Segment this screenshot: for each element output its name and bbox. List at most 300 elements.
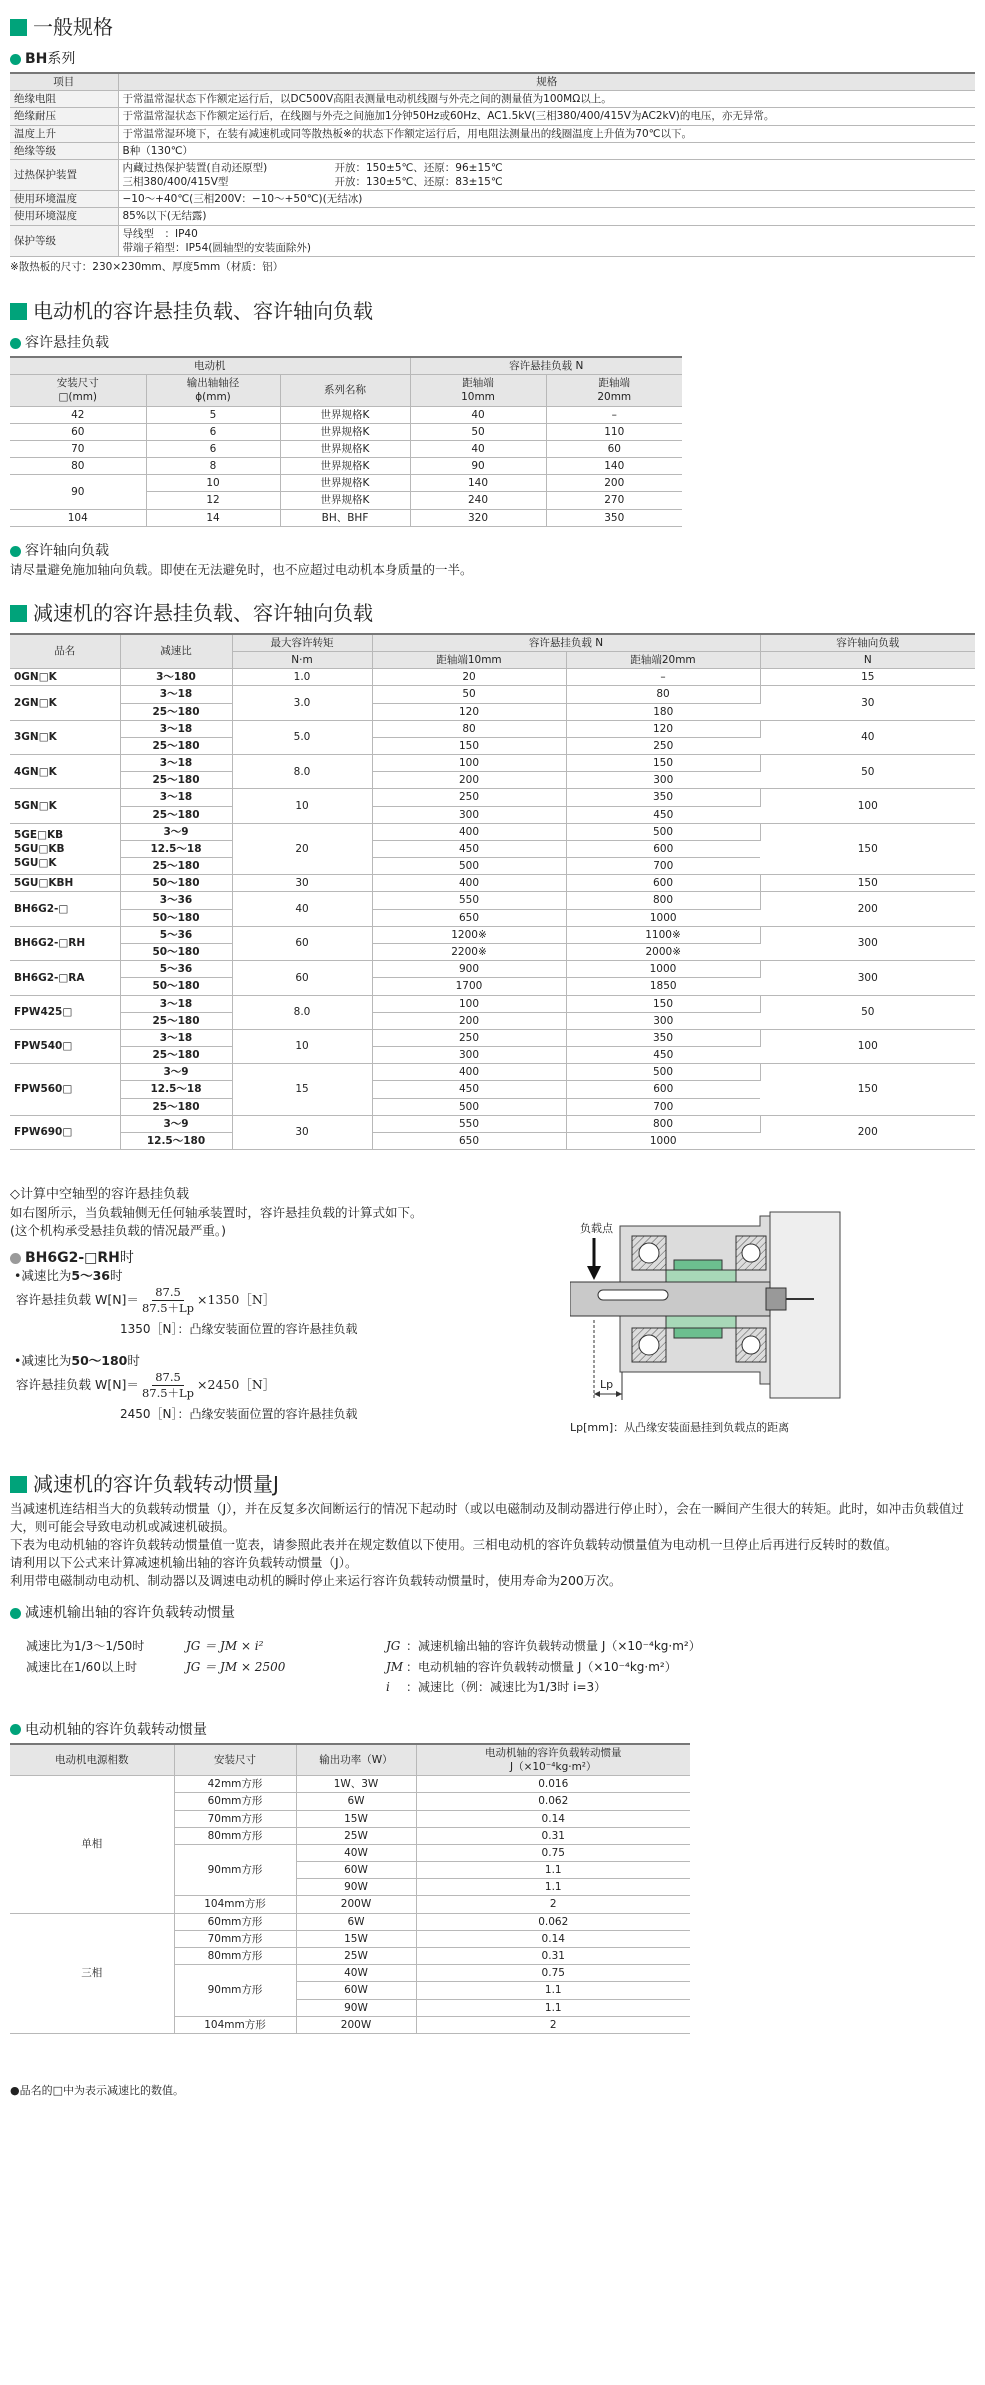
- motor-load-10: 240: [410, 492, 546, 509]
- case-1-heading: [14, 1268, 560, 1285]
- motor-series: 世界规格K: [280, 423, 410, 440]
- motor-size: 42: [10, 406, 146, 423]
- gear-load-20: 1000: [566, 909, 760, 926]
- inertia-j: 0.062: [416, 1793, 690, 1810]
- motor-shaft: 6: [146, 440, 280, 457]
- gear-load-row: [10, 669, 975, 686]
- gear-load-20: 450: [566, 806, 760, 823]
- gear-load-row: [10, 961, 975, 978]
- gear-load-10: 1700: [372, 978, 566, 995]
- gear-name: [10, 789, 120, 823]
- gear-axial: 150: [760, 823, 975, 875]
- hollow-section: [10, 1180, 975, 1436]
- spec-item: 保护等级: [10, 225, 118, 256]
- inertia-j: 1.1: [416, 1862, 690, 1879]
- series-heading: [10, 50, 975, 68]
- gear-axial: 200: [760, 1115, 975, 1149]
- formula-2-expr: JG ＝ JM × 2500: [186, 1659, 286, 1674]
- motor-load-row: [10, 475, 682, 492]
- gear-ratio: 3～18: [120, 720, 232, 737]
- gear-ratio: 25～180: [120, 1098, 232, 1115]
- spec-value: [118, 208, 975, 225]
- case-text: •减速比为: [14, 1267, 72, 1283]
- gear-load-10: 450: [372, 840, 566, 857]
- gear-load-20: 180: [566, 703, 760, 720]
- gear-name-line: BH6G2-□RH: [14, 937, 86, 950]
- formula-denominator: 87.5＋Lp: [141, 1386, 195, 1401]
- gear-load-20: 300: [566, 772, 760, 789]
- motor-series: 世界规格K: [280, 475, 410, 492]
- inertia-paragraph: 下表为电动机轴的容许负载转动惯量值一览表，请参照此表并在规定数值以下使用。三相电动机的容许负载转动惯量值为电动机一旦停止后再进行反转时的数值。: [10, 1537, 898, 1552]
- section-inertia-title: [10, 1470, 975, 1500]
- gear-name-line: 4GN□K: [14, 765, 57, 778]
- gear-load-table: [10, 633, 975, 1150]
- gear-col-overhung: 容许悬挂负载 N: [372, 634, 760, 652]
- gear-ratio: 25～180: [120, 858, 232, 875]
- spec-value: [118, 108, 975, 125]
- motor-load-10: 140: [410, 475, 546, 492]
- gear-name-line: 3GN□K: [14, 731, 57, 744]
- motor-load-table: [10, 356, 682, 527]
- gear-ratio: 25～180: [120, 737, 232, 754]
- series-suffix: 系列: [47, 50, 76, 67]
- gear-load-row: [10, 755, 975, 772]
- gear-ratio: 3～9: [120, 1064, 232, 1081]
- gear-load-row: [10, 1115, 975, 1132]
- section-square-icon: [10, 19, 27, 36]
- gear-ratio: 12.5～180: [120, 1132, 232, 1149]
- gear-name-line: 5GU□K: [14, 857, 57, 870]
- col-label: 电动机轴的容许负载转动惯量: [485, 1746, 622, 1759]
- gear-ratio: 3～18: [120, 755, 232, 772]
- inertia-col-phase: 电动机电源相数: [10, 1744, 174, 1776]
- gear-load-20: 350: [566, 1029, 760, 1046]
- gear-ratio: 50～180: [120, 909, 232, 926]
- spec-item: 过热保护装置: [10, 159, 118, 190]
- gear-load-10: 120: [372, 703, 566, 720]
- gear-load-row: [10, 686, 975, 703]
- gear-ratio: 50～180: [120, 875, 232, 892]
- gear-load-20: 120: [566, 720, 760, 737]
- gear-load-20: 350: [566, 789, 760, 806]
- gear-load-20: 500: [566, 823, 760, 840]
- formula-multiplier: ×1350［N］: [197, 1292, 276, 1308]
- spec-line: 导线型 ：IP40: [122, 227, 198, 240]
- gear-load-10: 50: [372, 686, 566, 703]
- spec-line: 带端子箱型：IP54(圆轴型的安装面除外): [122, 241, 311, 254]
- spec-row: [10, 142, 975, 159]
- gear-load-10: 200: [372, 1012, 566, 1029]
- motor-load-row: [10, 406, 682, 423]
- col-unit: 20mm: [597, 391, 632, 404]
- gear-name-line: FPW425□: [14, 1006, 73, 1019]
- inertia-col-size: 安装尺寸: [174, 1744, 296, 1776]
- motor-size: 80: [10, 458, 146, 475]
- gear-torque: 10: [232, 1029, 372, 1063]
- gear-load-10: 400: [372, 1064, 566, 1081]
- case-suffix: 时: [127, 1352, 140, 1368]
- gear-load-10: 400: [372, 875, 566, 892]
- gear-ratio: 3～9: [120, 1115, 232, 1132]
- gear-load-10: 200: [372, 772, 566, 789]
- section-gear-load-title: [10, 599, 975, 629]
- series-label: BH: [25, 50, 48, 67]
- motor-load-10: 50: [410, 423, 546, 440]
- gear-load-10: 450: [372, 1081, 566, 1098]
- inertia-j: 2: [416, 2016, 690, 2033]
- section-square-icon: [10, 1476, 27, 1493]
- gear-ratio: 3～18: [120, 1029, 232, 1046]
- col-unit: □(mm): [58, 391, 98, 404]
- inertia-size: 80mm方形: [174, 1827, 296, 1844]
- spec-row: [10, 208, 975, 225]
- gear-load-row: [10, 926, 975, 943]
- legend-1-text: ：减速机输出轴的容许负载转动惯量 J（×10⁻⁴kg·m²）: [406, 1639, 701, 1654]
- section-title-text: 减速机的容许悬挂负载、容许轴向负载: [33, 601, 373, 626]
- gear-name-line: FPW560□: [14, 1083, 73, 1096]
- section-square-icon: [10, 303, 27, 320]
- heading-text: 减速机输出轴的容许负载转动惯量: [25, 1604, 235, 1621]
- section-square-icon: [10, 605, 27, 622]
- gear-load-row: [10, 720, 975, 737]
- formula-1: [16, 1285, 560, 1317]
- inertia-power: 25W: [296, 1827, 416, 1844]
- motor-size: 90: [10, 475, 146, 509]
- bullet-dot-icon: [10, 546, 21, 557]
- gear-torque: 20: [232, 823, 372, 875]
- footer-note: ●品名的□中为表示减速比的数值。: [10, 2083, 184, 2097]
- gear-load-20: 1100※: [566, 926, 760, 943]
- motor-col-shaft: [146, 375, 280, 406]
- inertia-power: 200W: [296, 2016, 416, 2033]
- hollow-model-heading: [10, 1250, 560, 1268]
- formula-1-explain: 1350［N］：凸缘安装面位置的容许悬挂负载: [120, 1321, 358, 1336]
- gear-torque: 60: [232, 926, 372, 960]
- formula-1-condition: 减速比为1/3～1/50时: [26, 1639, 145, 1654]
- gear-load-10: 1200※: [372, 926, 566, 943]
- col-label: 输出轴轴径: [186, 377, 240, 390]
- case-ratio: 50～180: [71, 1352, 128, 1368]
- motor-load-10: 90: [410, 458, 546, 475]
- motor-load-20: 350: [546, 509, 682, 526]
- motor-inertia-heading: [10, 1721, 975, 1739]
- motor-load-row: [10, 423, 682, 440]
- gear-load-10: 650: [372, 909, 566, 926]
- gear-torque: 8.0: [232, 995, 372, 1029]
- gear-load-10: 250: [372, 1029, 566, 1046]
- motor-load-10: 40: [410, 406, 546, 423]
- inertia-size: 60mm方形: [174, 1793, 296, 1810]
- spec-header-item: 项目: [10, 73, 118, 91]
- gear-load-10: 2200※: [372, 944, 566, 961]
- gear-name: [10, 755, 120, 789]
- motor-shaft: 5: [146, 406, 280, 423]
- formula-fraction: [142, 1370, 194, 1402]
- motor-load-20: 270: [546, 492, 682, 509]
- gear-ratio: 3～180: [120, 669, 232, 686]
- bullet-dot-icon: [10, 1608, 21, 1619]
- inertia-power: 1W、3W: [296, 1776, 416, 1793]
- gear-load-10: 650: [372, 1132, 566, 1149]
- gear-load-10: 550: [372, 892, 566, 909]
- inertia-size: 104mm方形: [174, 1896, 296, 1913]
- spec-item: 温度上升: [10, 125, 118, 142]
- motor-load-20: 200: [546, 475, 682, 492]
- spec-line: 于常温常湿环境下，在装有减速机或同等散热板※的状态下作额定运行后，用电阻法测量出的线圈温度上升值为70℃以下。: [122, 127, 692, 140]
- inertia-power: 6W: [296, 1913, 416, 1930]
- spec-row: [10, 225, 975, 256]
- bullet-dot-icon: [10, 54, 21, 65]
- gear-load-20: 2000※: [566, 944, 760, 961]
- gear-axial: 100: [760, 789, 975, 823]
- spec-item: 使用环境湿度: [10, 208, 118, 225]
- heading-text: 容许轴向负载: [25, 543, 109, 560]
- gear-load-row: [10, 875, 975, 892]
- motor-col-size: [10, 375, 146, 406]
- gear-axial: 40: [760, 720, 975, 754]
- motor-axial-text: 请尽量避免施加轴向负载。即使在无法避免时，也不应超过电动机本身质量的一半。: [10, 561, 473, 577]
- formula-2: [16, 1370, 560, 1402]
- gear-load-20: 1000: [566, 961, 760, 978]
- gear-load-10: 250: [372, 789, 566, 806]
- formula-numerator: 87.5: [152, 1285, 184, 1302]
- gear-axial: 15: [760, 669, 975, 686]
- gear-load-20: 800: [566, 892, 760, 909]
- gear-name-line: BH6G2-□RA: [14, 971, 85, 984]
- motor-shaft: 10: [146, 475, 280, 492]
- inertia-size: 70mm方形: [174, 1810, 296, 1827]
- gear-load-20: 150: [566, 755, 760, 772]
- motor-series: 世界规格K: [280, 440, 410, 457]
- gear-ratio: 3～18: [120, 789, 232, 806]
- inertia-power: 90W: [296, 1999, 416, 2016]
- motor-load-row: [10, 509, 682, 526]
- gear-axial: 200: [760, 892, 975, 926]
- gear-col-10: 距轴端10mm: [372, 652, 566, 669]
- inertia-size: 80mm方形: [174, 1948, 296, 1965]
- gear-axial: 300: [760, 961, 975, 995]
- formula-2-explain: 2450［N］：凸缘安装面位置的容许悬挂负载: [120, 1406, 358, 1421]
- spec-item: 绝缘电阻: [10, 91, 118, 108]
- gear-name: [10, 1115, 120, 1149]
- gear-load-20: 450: [566, 1047, 760, 1064]
- gear-ratio: 25～180: [120, 806, 232, 823]
- gear-name-line: 5GE□KB: [14, 828, 64, 841]
- gear-load-10: 100: [372, 995, 566, 1012]
- gear-name: [10, 720, 120, 754]
- inertia-power: 15W: [296, 1930, 416, 1947]
- hollow-title: ◇计算中空轴型的容许悬挂负载: [10, 1187, 189, 1203]
- inertia-j: 0.75: [416, 1965, 690, 1982]
- gear-axial: 150: [760, 875, 975, 892]
- inertia-power: 60W: [296, 1982, 416, 1999]
- gear-load-row: [10, 1064, 975, 1081]
- gear-torque: 40: [232, 892, 372, 926]
- spec-row: [10, 191, 975, 208]
- hollow-model: BH6G2-□RH: [25, 1250, 120, 1267]
- gear-axial: 50: [760, 995, 975, 1029]
- spec-value: [118, 91, 975, 108]
- motor-axial-heading: [10, 543, 975, 561]
- inertia-size: 42mm方形: [174, 1776, 296, 1793]
- bullet-dot-icon: [10, 1253, 21, 1264]
- inertia-row: [10, 1776, 690, 1793]
- gear-torque: 5.0: [232, 720, 372, 754]
- gear-name-line: 2GN□K: [14, 697, 57, 709]
- gear-name-line: FPW690□: [14, 1126, 73, 1139]
- gear-torque: 15: [232, 1064, 372, 1116]
- inertia-j: 0.75: [416, 1844, 690, 1861]
- formula-lhs: 容许悬挂负载 W[N]＝: [16, 1292, 139, 1308]
- gear-load-20: 600: [566, 840, 760, 857]
- spec-pair-value: 开放：130±5℃、还原：83±15℃: [334, 176, 503, 189]
- spec-row: [10, 108, 975, 125]
- gear-load-20: 800: [566, 1115, 760, 1132]
- col-label: 安装尺寸: [56, 377, 99, 390]
- hollow-figure: [570, 1204, 870, 1436]
- inertia-power: 90W: [296, 1879, 416, 1896]
- spec-pair-label: 内藏过热保护装置(自动还原型): [122, 161, 268, 174]
- gear-load-10: 900: [372, 961, 566, 978]
- inertia-phase: 三相: [10, 1913, 174, 2033]
- motor-load-20: 60: [546, 440, 682, 457]
- formula-2-condition: 减速比在1/60以上时: [26, 1659, 137, 1674]
- inertia-size: 90mm方形: [174, 1844, 296, 1896]
- motor-load-20: –: [546, 406, 682, 423]
- motor-col-series: 系列名称: [280, 375, 410, 406]
- inertia-j: 0.14: [416, 1930, 690, 1947]
- gear-load-10: 500: [372, 858, 566, 875]
- spec-row: [10, 159, 975, 190]
- gear-name: [10, 961, 120, 995]
- gear-load-row: [10, 823, 975, 840]
- gear-torque: 3.0: [232, 686, 372, 720]
- spec-value: [118, 225, 975, 256]
- gear-ratio: 3～18: [120, 995, 232, 1012]
- gear-axial: 50: [760, 755, 975, 789]
- hollow-desc-2: (这个机构承受悬挂负载的情况最严重。): [10, 1222, 227, 1238]
- spec-pair-label: 三相380/400/415V型: [122, 176, 229, 189]
- inertia-formulas: [26, 1638, 975, 1695]
- gear-load-row: [10, 1029, 975, 1046]
- motor-inertia-table: [10, 1743, 690, 2034]
- spec-item: 使用环境温度: [10, 191, 118, 208]
- gear-torque: 10: [232, 789, 372, 823]
- inertia-power: 6W: [296, 1793, 416, 1810]
- gear-name: [10, 823, 120, 875]
- gear-col-axial-unit: N: [760, 652, 975, 669]
- gear-name: [10, 892, 120, 926]
- gear-col-name: 品名: [10, 634, 120, 669]
- legend-2-symbol: JM: [386, 1659, 404, 1674]
- gear-load-row: [10, 892, 975, 909]
- gear-torque: 1.0: [232, 669, 372, 686]
- motor-size: 60: [10, 423, 146, 440]
- motor-load-10: 320: [410, 509, 546, 526]
- inertia-size: 60mm方形: [174, 1913, 296, 1930]
- motor-series: 世界规格K: [280, 492, 410, 509]
- inertia-j: 0.31: [416, 1948, 690, 1965]
- spec-line: B种（130℃）: [122, 144, 194, 157]
- section-motor-load-title: [10, 296, 975, 326]
- inertia-power: 15W: [296, 1810, 416, 1827]
- gear-load-10: 300: [372, 806, 566, 823]
- output-inertia-heading: [10, 1604, 975, 1622]
- gear-load-20: 150: [566, 995, 760, 1012]
- inertia-power: 40W: [296, 1965, 416, 1982]
- gear-name-line: BH6G2-□: [14, 903, 69, 916]
- motor-series: 世界规格K: [280, 406, 410, 423]
- gear-ratio: 12.5～18: [120, 840, 232, 857]
- gear-ratio: 3～18: [120, 686, 232, 703]
- formula-lhs: 容许悬挂负载 W[N]＝: [16, 1377, 139, 1393]
- case-ratio: 5～36: [71, 1267, 110, 1283]
- spec-pair: [123, 161, 972, 175]
- gear-name-line: 5GN□K: [14, 800, 57, 813]
- motor-overhung-heading: [10, 334, 975, 352]
- gear-load-10: 100: [372, 755, 566, 772]
- col-label: 距轴端: [598, 377, 630, 390]
- gear-ratio: 25～180: [120, 1012, 232, 1029]
- gear-col-20: 距轴端20mm: [566, 652, 760, 669]
- motor-size: 104: [10, 509, 146, 526]
- gear-name: [10, 926, 120, 960]
- formula-1-expr: JG ＝ JM × i²: [186, 1639, 264, 1654]
- figure-caption: Lp[mm]：从凸缘安装面悬挂到负载点的距离: [570, 1420, 790, 1434]
- gear-torque: 60: [232, 961, 372, 995]
- section-title-text: 减速机的容许负载转动惯量J: [33, 1472, 279, 1497]
- gear-load-20: 1850: [566, 978, 760, 995]
- motor-load-20: 140: [546, 458, 682, 475]
- gear-load-row: [10, 789, 975, 806]
- gear-load-10: 20: [372, 669, 566, 686]
- col-label: 距轴端: [462, 377, 494, 390]
- gear-load-20: 500: [566, 1064, 760, 1081]
- motor-header-motor: 电动机: [10, 357, 410, 375]
- heading-text: 容许悬挂负载: [25, 334, 109, 351]
- inertia-power: 60W: [296, 1862, 416, 1879]
- gear-col-ratio: 减速比: [120, 634, 232, 669]
- spec-value: [118, 159, 975, 190]
- bullet-dot-icon: [10, 338, 21, 349]
- bullet-dot-icon: [10, 1724, 21, 1735]
- gear-name-line: 5GU□KB: [14, 842, 65, 855]
- arrow-down-icon: [587, 1266, 601, 1280]
- gear-load-row: [10, 995, 975, 1012]
- case-suffix: 时: [109, 1267, 123, 1283]
- spec-header-value: 规格: [118, 73, 975, 91]
- gear-load-20: 1000: [566, 1132, 760, 1149]
- spec-footnote: ※散热板的尺寸：230×230mm、厚度5mm（材质：铝）: [10, 260, 284, 273]
- gear-ratio: 3～9: [120, 823, 232, 840]
- inertia-col-j: [416, 1744, 690, 1776]
- inertia-j: 1.1: [416, 1982, 690, 1999]
- gear-axial: 150: [760, 1064, 975, 1116]
- section-title-text: 一般规格: [33, 14, 113, 39]
- formula-numerator: 87.5: [152, 1370, 184, 1387]
- gear-torque: 8.0: [232, 755, 372, 789]
- inertia-j: 2: [416, 1896, 690, 1913]
- inertia-j: 0.31: [416, 1827, 690, 1844]
- inertia-size: 90mm方形: [174, 1965, 296, 2017]
- gear-axial: 100: [760, 1029, 975, 1063]
- gear-load-10: 150: [372, 737, 566, 754]
- inertia-j: 0.14: [416, 1810, 690, 1827]
- gear-ratio: 5～36: [120, 961, 232, 978]
- inertia-col-power: 输出功率（W）: [296, 1744, 416, 1776]
- motor-series: 世界规格K: [280, 458, 410, 475]
- gear-ratio: 3～36: [120, 892, 232, 909]
